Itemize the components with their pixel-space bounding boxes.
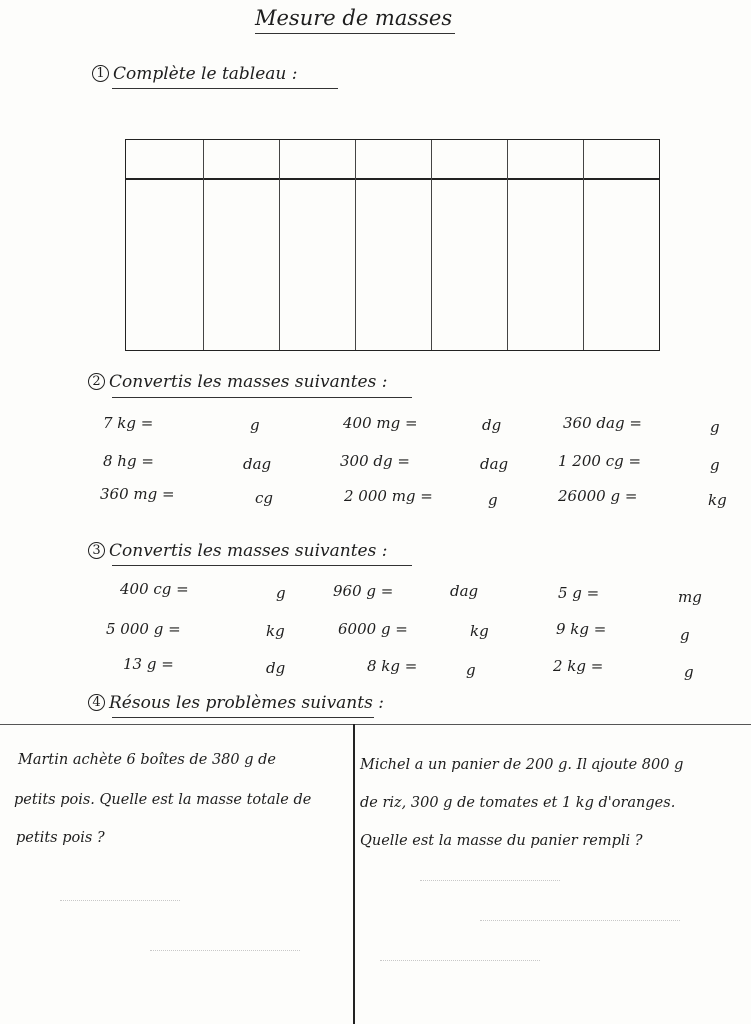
section-2-number: 2 [88, 373, 105, 390]
conversion-prompt: 5 g = [558, 584, 600, 602]
conversion-unit: kg [708, 491, 727, 509]
conversion-prompt: 9 kg = [556, 620, 607, 638]
conversion-prompt: 8 hg = [103, 452, 154, 470]
table-column-line [507, 140, 508, 350]
problem-right-line: Quelle est la masse du panier rempli ? [360, 833, 643, 849]
conversion-unit: dag [243, 455, 272, 473]
table-column-line [203, 140, 204, 350]
conversion-prompt: 8 kg = [367, 657, 418, 675]
conversion-prompt: 300 dg = [340, 452, 410, 470]
table-column-line [583, 140, 584, 350]
problem-left-line: Martin achète 6 boîtes de 380 g de [18, 752, 276, 768]
dotted-line [60, 900, 180, 901]
conversion-unit: dg [482, 416, 502, 434]
conversion-prompt: 400 mg = [343, 414, 418, 432]
section-4-heading [88, 693, 384, 713]
conversion-unit: g [250, 416, 260, 434]
conversion-unit: kg [470, 622, 489, 640]
section-2-heading [88, 372, 387, 392]
dotted-line [480, 920, 680, 921]
conversion-unit: g [680, 626, 690, 644]
dotted-line [380, 960, 540, 961]
conversion-unit: g [684, 663, 694, 681]
table-column-line [431, 140, 432, 350]
table-column-line [279, 140, 280, 350]
conversion-prompt: 26000 g = [558, 487, 638, 505]
section-1-label: Complète le tableau : [113, 64, 298, 84]
conversion-unit: g [276, 584, 286, 602]
table-header-line [126, 178, 659, 180]
conversion-prompt: 5 000 g = [106, 620, 181, 638]
page-title: Mesure de masses [255, 6, 453, 30]
conversion-prompt: 7 kg = [103, 414, 154, 432]
conversion-unit: g [488, 491, 498, 509]
conversion-prompt: 960 g = [333, 582, 394, 600]
problem-area-top-line [0, 724, 751, 725]
section-1-number: 1 [92, 65, 109, 82]
conversion-prompt: 6000 g = [338, 620, 408, 638]
section-2-underline [112, 397, 412, 398]
section-1-underline [112, 88, 338, 89]
section-4-underline [112, 717, 374, 718]
problem-left-line: petits pois. Quelle est la masse totale de [14, 792, 312, 808]
section-4-number: 4 [88, 694, 105, 711]
conversion-prompt: 2 000 mg = [344, 487, 433, 505]
section-3-label: Convertis les masses suivantes : [109, 541, 388, 561]
conversion-unit: dag [480, 455, 509, 473]
problem-right-line: de riz, 300 g de tomates et 1 kg d'oranges. [360, 795, 676, 811]
dotted-line [420, 880, 560, 881]
conversion-prompt: 13 g = [123, 655, 174, 673]
section-2-label: Convertis les masses suivantes : [109, 372, 388, 392]
conversion-unit: dag [450, 582, 479, 600]
conversion-unit: g [710, 456, 720, 474]
conversion-prompt: 360 mg = [100, 485, 175, 503]
conversion-unit: cg [255, 489, 274, 507]
section-4-label: Résous les problèmes suivants : [109, 693, 384, 713]
conversion-unit: dg [266, 659, 286, 677]
conversion-prompt: 1 200 cg = [558, 452, 642, 470]
problem-right-line: Michel a un panier de 200 g. Il ajoute 800 g [360, 757, 684, 773]
conversion-unit: mg [678, 588, 702, 606]
conversion-unit: g [710, 418, 720, 436]
conversion-prompt: 360 dag = [563, 414, 642, 432]
conversion-unit: kg [266, 622, 285, 640]
section-3-number: 3 [88, 542, 105, 559]
section-3-underline [112, 565, 412, 566]
conversion-table [125, 139, 660, 351]
dotted-line [150, 950, 300, 951]
conversion-prompt: 2 kg = [553, 657, 604, 675]
conversion-prompt: 400 cg = [120, 580, 189, 598]
section-3-heading [88, 541, 387, 561]
problem-divider [353, 724, 355, 1024]
table-column-line [355, 140, 356, 350]
problem-left-line: petits pois ? [16, 830, 105, 846]
title-underline [255, 33, 455, 34]
conversion-unit: g [466, 661, 476, 679]
section-1-heading [92, 64, 298, 84]
